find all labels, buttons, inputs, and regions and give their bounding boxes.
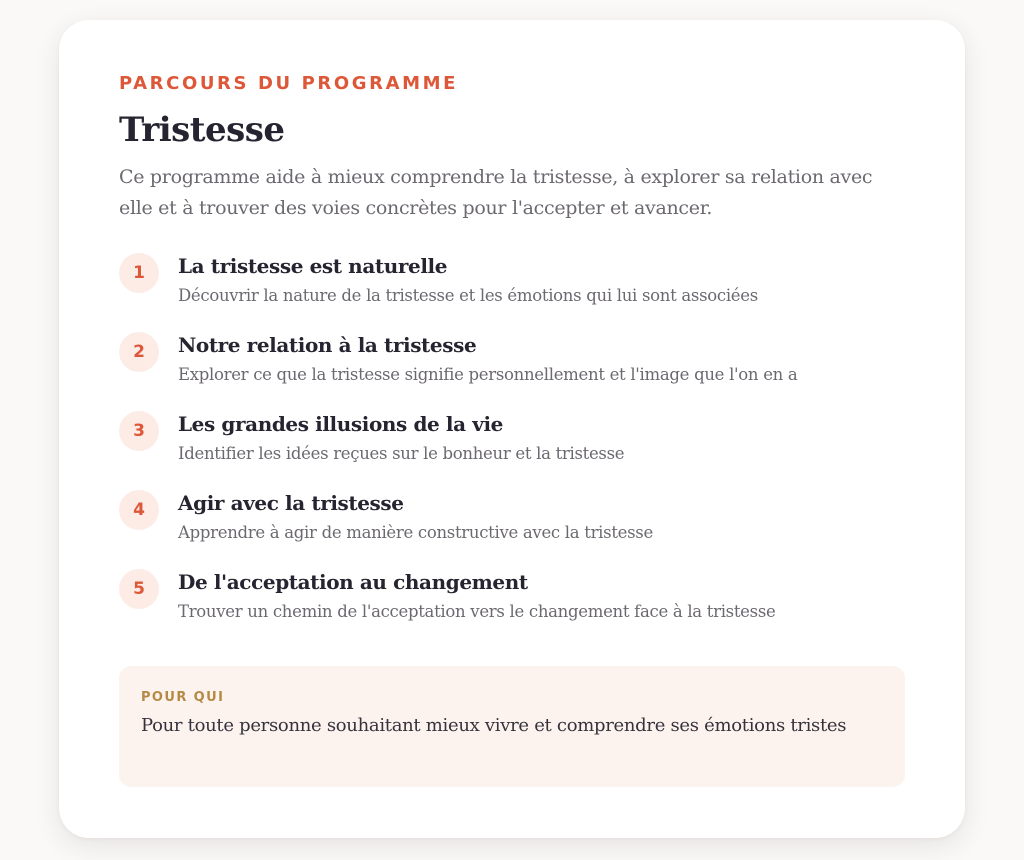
step-title: La tristesse est naturelle: [178, 254, 448, 278]
step-number-badge: 2: [119, 332, 159, 372]
step-number-badge: 5: [119, 569, 159, 609]
step-number-badge: 1: [119, 253, 159, 293]
step-content: [178, 489, 653, 546]
program-title: Tristesse: [119, 110, 285, 150]
audience-label: POUR QUI: [141, 690, 225, 705]
step-title: Notre relation à la tristesse: [178, 333, 477, 357]
step-title: Les grandes illusions de la vie: [178, 412, 503, 436]
step-title: De l'acceptation au changement: [178, 570, 528, 594]
step-item-4: [119, 489, 905, 568]
step-description: Identifier les idées reçues sur le bonheur et la tristesse: [178, 444, 625, 463]
step-description: Explorer ce que la tristesse signifie personnellement et l'image que l'on en a: [178, 365, 798, 384]
step-content: [178, 331, 797, 388]
step-item-2: [119, 331, 905, 410]
step-number-badge: 4: [119, 490, 159, 530]
program-steps-list: [119, 252, 905, 647]
step-number-badge: 3: [119, 411, 159, 451]
step-description: Apprendre à agir de manière constructive avec la tristesse: [178, 523, 653, 542]
step-title: Agir avec la tristesse: [178, 491, 404, 515]
step-description: Trouver un chemin de l'acceptation vers le changement face à la tristesse: [178, 602, 776, 621]
audience-text: Pour toute personne souhaitant mieux vivre et comprendre ses émotions tristes: [141, 715, 847, 736]
step-content: [178, 252, 758, 309]
step-item-1: [119, 252, 905, 331]
audience-box: [119, 666, 905, 787]
step-item-3: [119, 410, 905, 489]
step-description: Découvrir la nature de la tristesse et les émotions qui lui sont associées: [178, 286, 758, 305]
program-intro: Ce programme aide à mieux comprendre la tristesse, à explorer sa relation avec elle et à trouver des voies concrètes pour l'accepter et avancer.: [119, 166, 873, 219]
program-card: [59, 20, 965, 838]
step-item-5: [119, 568, 905, 647]
step-content: [178, 410, 624, 467]
program-kicker: PARCOURS DU PROGRAMME: [119, 73, 459, 94]
step-content: [178, 568, 775, 625]
